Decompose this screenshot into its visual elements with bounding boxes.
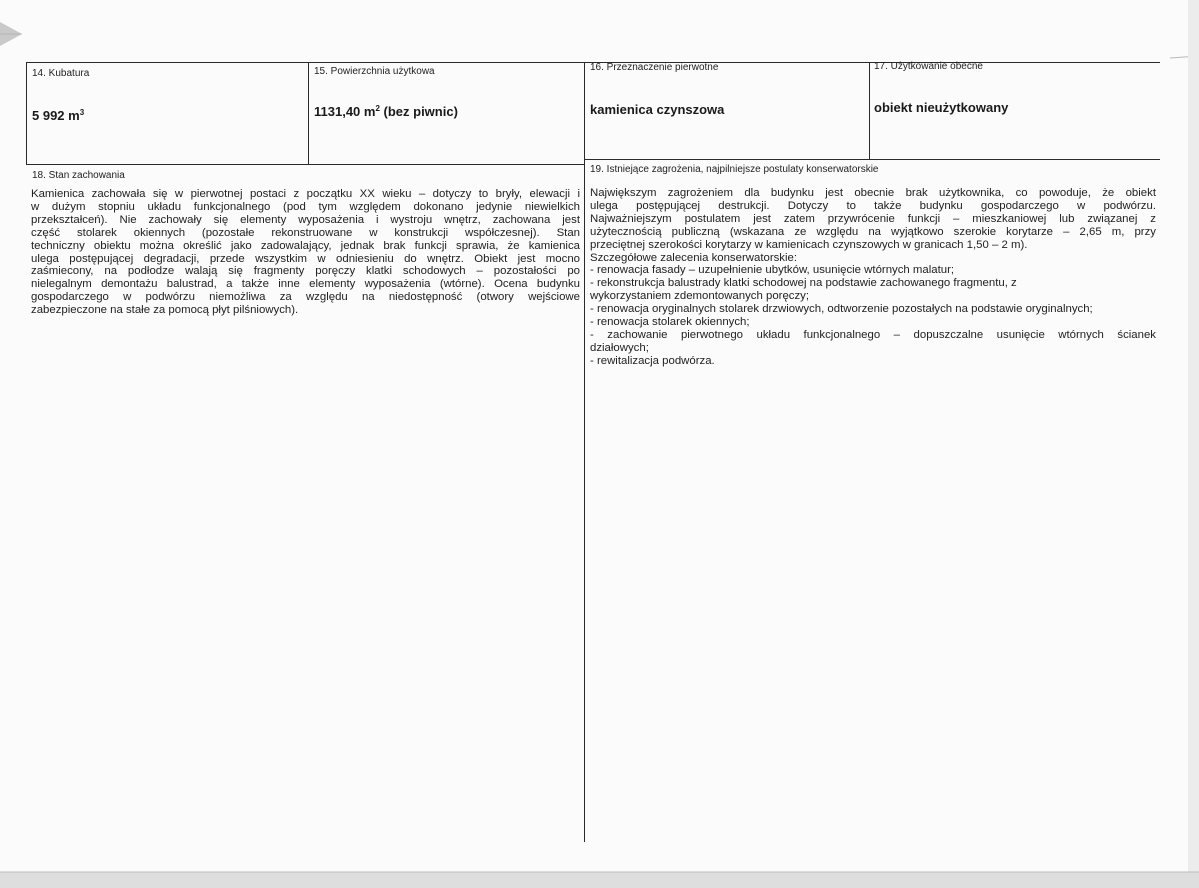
text-line: - rewitalizacja podwórza. <box>590 354 715 367</box>
text-line: gospodarczego w podwórzu niemożliwa za względu na niedostępność (otwory wejściowe <box>31 291 580 304</box>
text-line: - renowacja stolarek okiennych; <box>590 316 750 329</box>
text-line: Największym zagrożeniem dla budynku jest obecnie brak użytkownika, co powoduje, że obiekt <box>590 187 1156 199</box>
fields-row-bottom-border-right <box>584 159 1160 160</box>
text-line: w dużym stopniu układu funkcjonalnego (pod tym względem dokonano jedynie niewielkich <box>31 200 580 213</box>
uzytkowanie-value: obiekt nieużytkowany <box>874 100 1009 115</box>
text-line: przeciętnej szerokości korytarzy w kamienicach czynszowych w granicach 1,50 – 2 m). <box>590 238 1028 251</box>
przeznaczenie-value: kamienica czynszowa <box>590 102 725 117</box>
stan-zachowania-text <box>31 188 580 317</box>
text-line: Kamienica zachowała się w pierwotnej postaci z początku XX wieku – dotyczy to bryły, elewacji i <box>31 188 580 200</box>
text-line: ulega postępującej destrukcji. Dotyczy to także budynku gospodarczego w podwórzu. <box>590 199 1156 212</box>
kubatura-value-text: 5 992 m <box>32 108 80 123</box>
stan-zachowania-label: 18. Stan zachowania <box>32 170 125 181</box>
zagrozenia-label: 19. Istniejące zagrożenia, najpilniejsze postulaty konserwatorskie <box>590 164 879 175</box>
text-line: zabezpieczone na stałe za pomocą płyt pilśniowych). <box>31 304 299 317</box>
text-line: część stolarek okiennych (pozostałe rekonstruowane w konstrukcji współczesnej). Stan <box>31 226 580 239</box>
column-divider-1 <box>308 62 309 165</box>
text-line: ulega postępującej degradacji, przede wszystkim w odniesieniu do wnętrz. Obiekt jest mocno <box>31 252 580 265</box>
uzytkowanie-label: 17. Użytkowanie obecne <box>874 61 983 72</box>
powierzchnia-value-suffix: (bez piwnic) <box>379 104 458 119</box>
text-line: użytecznością publiczną (wskazana ze względu na wyjątkowo szerokie korytarze – 2,65 m, przy <box>590 225 1156 238</box>
przeznaczenie-label: 16. Przeznaczenie pierwotne <box>590 62 719 73</box>
column-divider-center <box>584 62 585 842</box>
text-line: Najważniejszym postulatem jest zatem przywrócenie funkcji – mieszkaniowej lub związanej z <box>590 212 1156 225</box>
fields-row-bottom-border-left <box>26 164 584 165</box>
text-line: zaśmiecony, na podłodze walają się fragmenty poręczy klatki schodowych – pozostałości po <box>31 265 580 278</box>
scan-right-margin <box>1188 0 1199 888</box>
powierzchnia-value-text: 1131,40 m <box>314 104 376 119</box>
column-divider-3 <box>869 62 870 160</box>
powierzchnia-unit-exponent: 2 <box>375 104 380 113</box>
text-line: działowych; <box>590 341 649 354</box>
text-line: - renowacja oryginalnych stolarek drzwiowych, odtworzenie pozostałych na podstawie oryginalnych; <box>590 303 1093 316</box>
scan-corner-mark <box>0 22 22 46</box>
text-line: - rekonstrukcja balustrady klatki schodowej na podstawie zachowanego fragmentu, z <box>590 277 1017 290</box>
text-line: techniczny obiektu można określić jako zadowalający, jednak brak funkcji sprawia, że kamienica <box>31 239 580 252</box>
text-line: Szczegółowe zalecenia konserwatorskie: <box>590 251 798 264</box>
text-line: przekształceń). Nie zachowały się elementy wyposażenia i wystroju wnętrz, zachowana jest <box>31 213 580 226</box>
kubatura-value <box>32 108 84 123</box>
text-line: wykorzystaniem zdemontowanych poręczy; <box>590 290 810 303</box>
text-line: - zachowanie pierwotnego układu funkcjonalnego – dopuszczalne usunięcie wtórnych ścianek <box>590 328 1156 341</box>
kubatura-unit-exponent: 3 <box>79 108 85 117</box>
powierzchnia-value <box>314 104 458 119</box>
text-line: nielegalnym demontażu balustrad, a także inne elementy wyposażenia (wtórne). Ocena budynku <box>31 278 580 291</box>
kubatura-label: 14. Kubatura <box>32 68 90 79</box>
table-left-border <box>26 62 27 165</box>
powierzchnia-label: 15. Powierzchnia użytkowa <box>314 66 435 77</box>
zagrozenia-text <box>590 187 1156 368</box>
scan-edge-line-right <box>1170 56 1199 58</box>
scan-bottom-shadow <box>0 872 1199 888</box>
text-line: - renowacja fasady – uzupełnienie ubytków, usunięcie wtórnych malatur; <box>590 264 955 277</box>
